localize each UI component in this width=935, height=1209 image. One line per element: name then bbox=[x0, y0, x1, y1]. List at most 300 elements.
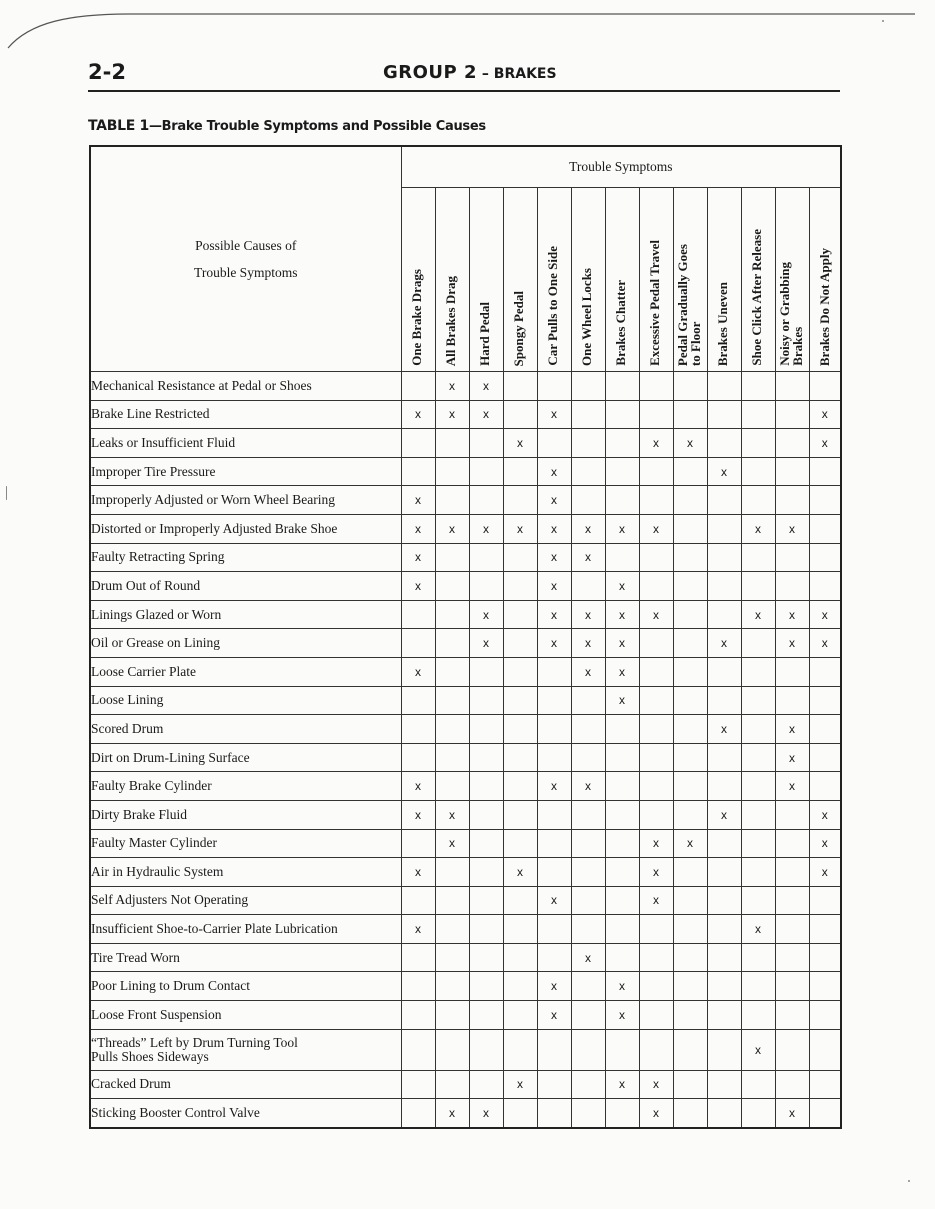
symptom-mark bbox=[503, 886, 537, 915]
symptom-mark bbox=[707, 400, 741, 429]
table-row bbox=[90, 372, 841, 401]
symptom-mark bbox=[673, 1029, 707, 1070]
symptom-mark bbox=[537, 686, 571, 715]
table-row bbox=[90, 543, 841, 572]
symptom-mark bbox=[605, 886, 639, 915]
symptom-mark: x bbox=[537, 1001, 571, 1030]
symptom-mark: x bbox=[809, 600, 841, 629]
symptom-mark bbox=[707, 1001, 741, 1030]
symptom-mark bbox=[673, 600, 707, 629]
symptom-mark bbox=[605, 486, 639, 515]
symptom-mark bbox=[503, 772, 537, 801]
symptom-mark bbox=[469, 886, 503, 915]
symptom-mark bbox=[469, 657, 503, 686]
symptom-mark: x bbox=[401, 915, 435, 944]
symptom-mark bbox=[741, 886, 775, 915]
symptom-mark bbox=[639, 372, 673, 401]
symptom-mark bbox=[571, 829, 605, 858]
symptom-header bbox=[809, 188, 841, 372]
symptom-mark bbox=[571, 858, 605, 887]
symptom-mark: x bbox=[605, 572, 639, 601]
symptom-mark bbox=[469, 772, 503, 801]
symptom-mark: x bbox=[401, 858, 435, 887]
symptom-mark bbox=[401, 429, 435, 458]
symptom-mark: x bbox=[571, 657, 605, 686]
symptom-mark bbox=[707, 829, 741, 858]
symptom-mark bbox=[401, 686, 435, 715]
table-row bbox=[90, 743, 841, 772]
symptom-mark bbox=[605, 772, 639, 801]
symptom-header bbox=[571, 188, 605, 372]
symptom-mark bbox=[809, 715, 841, 744]
symptom-mark bbox=[809, 543, 841, 572]
symptom-mark: x bbox=[707, 715, 741, 744]
symptom-mark bbox=[673, 657, 707, 686]
symptom-mark bbox=[741, 543, 775, 572]
symptom-mark bbox=[741, 1099, 775, 1128]
table-title-number: TABLE 1 bbox=[88, 118, 149, 134]
symptom-mark: x bbox=[605, 1001, 639, 1030]
symptom-mark: x bbox=[571, 514, 605, 543]
symptom-mark: x bbox=[401, 800, 435, 829]
symptom-mark bbox=[435, 772, 469, 801]
symptom-mark bbox=[673, 943, 707, 972]
symptom-mark: x bbox=[605, 686, 639, 715]
symptom-mark: x bbox=[469, 1099, 503, 1128]
symptom-mark: x bbox=[605, 972, 639, 1001]
symptom-mark bbox=[639, 400, 673, 429]
symptom-mark bbox=[639, 629, 673, 658]
symptom-mark bbox=[741, 372, 775, 401]
symptom-mark bbox=[809, 457, 841, 486]
symptom-mark bbox=[571, 1099, 605, 1128]
symptom-mark bbox=[639, 543, 673, 572]
symptom-mark bbox=[605, 372, 639, 401]
symptom-mark bbox=[707, 686, 741, 715]
symptom-mark: x bbox=[775, 772, 809, 801]
symptom-mark: x bbox=[435, 514, 469, 543]
symptom-mark: x bbox=[401, 657, 435, 686]
symptom-mark: x bbox=[435, 372, 469, 401]
symptom-mark: x bbox=[401, 543, 435, 572]
symptom-mark: x bbox=[639, 858, 673, 887]
symptom-mark bbox=[639, 686, 673, 715]
symptom-mark bbox=[775, 972, 809, 1001]
symptom-mark: x bbox=[469, 372, 503, 401]
symptom-mark bbox=[537, 943, 571, 972]
symptom-mark: x bbox=[537, 400, 571, 429]
table-row bbox=[90, 1070, 841, 1099]
symptom-mark: x bbox=[537, 486, 571, 515]
symptom-mark bbox=[401, 743, 435, 772]
symptom-mark bbox=[707, 943, 741, 972]
symptom-mark bbox=[571, 972, 605, 1001]
symptom-mark: x bbox=[707, 629, 741, 658]
symptom-mark bbox=[741, 686, 775, 715]
symptom-mark bbox=[571, 800, 605, 829]
symptom-mark bbox=[741, 572, 775, 601]
symptom-mark bbox=[571, 457, 605, 486]
symptom-mark bbox=[537, 1099, 571, 1128]
symptom-mark bbox=[741, 743, 775, 772]
symptom-label: Excessive Pedal Travel bbox=[646, 240, 662, 366]
symptom-mark: x bbox=[809, 800, 841, 829]
group-title bbox=[383, 62, 557, 83]
cause-cell: Faulty Brake Cylinder bbox=[90, 772, 401, 801]
symptom-mark bbox=[673, 543, 707, 572]
symptom-mark: x bbox=[469, 600, 503, 629]
symptom-mark bbox=[401, 943, 435, 972]
symptom-mark bbox=[673, 772, 707, 801]
symptom-mark bbox=[401, 886, 435, 915]
symptom-mark: x bbox=[435, 829, 469, 858]
symptom-mark bbox=[435, 543, 469, 572]
symptom-mark bbox=[741, 858, 775, 887]
symptom-mark: x bbox=[537, 629, 571, 658]
symptom-mark bbox=[809, 686, 841, 715]
symptom-mark bbox=[469, 715, 503, 744]
symptom-mark bbox=[809, 1099, 841, 1128]
symptom-mark bbox=[435, 429, 469, 458]
symptom-mark: x bbox=[469, 400, 503, 429]
symptom-mark bbox=[469, 743, 503, 772]
symptom-mark bbox=[673, 915, 707, 944]
cause-cell: Tire Tread Worn bbox=[90, 943, 401, 972]
table-row bbox=[90, 772, 841, 801]
symptom-mark bbox=[673, 800, 707, 829]
symptom-mark bbox=[707, 915, 741, 944]
table-row bbox=[90, 858, 841, 887]
symptom-header bbox=[673, 188, 707, 372]
symptom-mark bbox=[537, 429, 571, 458]
cause-cell: Brake Line Restricted bbox=[90, 400, 401, 429]
symptom-mark: x bbox=[605, 629, 639, 658]
symptom-header bbox=[401, 188, 435, 372]
symptom-mark bbox=[673, 972, 707, 1001]
symptom-mark: x bbox=[571, 543, 605, 572]
symptom-mark bbox=[639, 1029, 673, 1070]
symptom-mark bbox=[435, 657, 469, 686]
symptom-mark bbox=[775, 372, 809, 401]
symptom-mark bbox=[707, 1070, 741, 1099]
symptom-mark bbox=[741, 715, 775, 744]
symptom-mark bbox=[401, 829, 435, 858]
symptom-mark bbox=[503, 915, 537, 944]
symptom-mark bbox=[707, 743, 741, 772]
symptom-mark bbox=[673, 400, 707, 429]
symptom-label: Hard Pedal bbox=[476, 302, 492, 366]
symptom-mark: x bbox=[401, 400, 435, 429]
cause-cell: Mechanical Resistance at Pedal or Shoes bbox=[90, 372, 401, 401]
symptom-label: Brakes Chatter bbox=[612, 280, 628, 366]
cause-cell: Air in Hydraulic System bbox=[90, 858, 401, 887]
symptom-mark bbox=[707, 858, 741, 887]
symptom-mark bbox=[741, 943, 775, 972]
symptoms-table bbox=[89, 145, 842, 1129]
symptom-mark: x bbox=[673, 829, 707, 858]
symptoms-heading: Trouble Symptoms bbox=[401, 146, 841, 188]
page-number: 2-2 bbox=[88, 60, 126, 84]
symptom-mark: x bbox=[503, 514, 537, 543]
symptom-mark bbox=[775, 886, 809, 915]
table-row bbox=[90, 1001, 841, 1030]
table-row bbox=[90, 943, 841, 972]
cause-cell: Drum Out of Round bbox=[90, 572, 401, 601]
table-body bbox=[90, 372, 841, 1128]
table-row bbox=[90, 686, 841, 715]
cause-cell: Distorted or Improperly Adjusted Brake Shoe bbox=[90, 514, 401, 543]
symptom-mark bbox=[673, 457, 707, 486]
table-title-rest: —Brake Trouble Symptoms and Possible Causes bbox=[148, 119, 486, 134]
symptom-mark bbox=[741, 400, 775, 429]
symptom-mark bbox=[775, 572, 809, 601]
symptom-mark bbox=[809, 1070, 841, 1099]
symptom-mark: x bbox=[775, 514, 809, 543]
symptom-mark: x bbox=[503, 858, 537, 887]
symptom-mark bbox=[741, 457, 775, 486]
symptom-mark bbox=[775, 429, 809, 458]
symptom-mark bbox=[775, 486, 809, 515]
symptom-mark bbox=[673, 486, 707, 515]
symptom-mark bbox=[707, 543, 741, 572]
symptom-mark bbox=[809, 743, 841, 772]
symptom-mark: x bbox=[605, 657, 639, 686]
table-row bbox=[90, 429, 841, 458]
symptom-header bbox=[707, 188, 741, 372]
header-rule bbox=[88, 90, 840, 92]
symptom-mark bbox=[537, 657, 571, 686]
symptom-mark bbox=[741, 429, 775, 458]
symptom-mark: x bbox=[639, 429, 673, 458]
symptom-mark bbox=[775, 858, 809, 887]
causes-heading-line1: Possible Causes of bbox=[195, 238, 297, 253]
symptom-mark bbox=[503, 543, 537, 572]
symptom-mark bbox=[707, 886, 741, 915]
symptom-mark bbox=[707, 486, 741, 515]
symptom-mark bbox=[537, 1029, 571, 1070]
symptom-mark bbox=[639, 457, 673, 486]
symptom-mark bbox=[673, 572, 707, 601]
symptom-mark bbox=[707, 772, 741, 801]
symptom-mark: x bbox=[537, 772, 571, 801]
symptom-mark bbox=[741, 829, 775, 858]
symptom-mark: x bbox=[775, 1099, 809, 1128]
table-row bbox=[90, 629, 841, 658]
symptom-mark bbox=[537, 800, 571, 829]
symptom-mark bbox=[673, 514, 707, 543]
symptom-header bbox=[435, 188, 469, 372]
symptom-mark bbox=[639, 943, 673, 972]
symptom-mark bbox=[571, 1029, 605, 1070]
symptom-label: Noisy or Grabbing Brakes bbox=[776, 262, 805, 366]
symptom-mark bbox=[435, 1070, 469, 1099]
symptom-mark bbox=[503, 743, 537, 772]
symptom-mark bbox=[605, 543, 639, 572]
symptom-mark bbox=[707, 1029, 741, 1070]
cause-cell: Loose Carrier Plate bbox=[90, 657, 401, 686]
symptom-mark bbox=[707, 429, 741, 458]
table-row bbox=[90, 800, 841, 829]
symptom-mark bbox=[673, 629, 707, 658]
symptom-mark: x bbox=[741, 1029, 775, 1070]
symptom-mark bbox=[741, 772, 775, 801]
symptom-mark bbox=[537, 858, 571, 887]
symptom-mark bbox=[775, 657, 809, 686]
symptom-mark bbox=[639, 715, 673, 744]
symptom-mark bbox=[469, 486, 503, 515]
symptom-mark bbox=[401, 600, 435, 629]
symptom-mark bbox=[707, 657, 741, 686]
table-row bbox=[90, 600, 841, 629]
table-row bbox=[90, 1029, 841, 1070]
symptom-mark bbox=[707, 600, 741, 629]
symptom-mark bbox=[503, 1099, 537, 1128]
symptom-label: One Wheel Locks bbox=[578, 268, 594, 366]
symptom-label: Brakes Uneven bbox=[714, 281, 730, 366]
symptom-mark: x bbox=[775, 743, 809, 772]
symptom-mark bbox=[809, 1001, 841, 1030]
symptom-mark bbox=[503, 1029, 537, 1070]
symptom-mark bbox=[537, 915, 571, 944]
symptom-mark bbox=[809, 772, 841, 801]
symptom-label: Shoe Click After Release bbox=[748, 229, 764, 366]
causes-heading-line2: Trouble Symptoms bbox=[194, 265, 298, 280]
symptom-mark bbox=[503, 972, 537, 1001]
symptom-mark bbox=[537, 715, 571, 744]
symptom-mark: x bbox=[503, 1070, 537, 1099]
symptom-mark bbox=[673, 858, 707, 887]
symptom-mark bbox=[571, 886, 605, 915]
cause-cell: Faulty Master Cylinder bbox=[90, 829, 401, 858]
symptom-mark bbox=[503, 715, 537, 744]
symptom-mark: x bbox=[741, 514, 775, 543]
symptom-mark: x bbox=[401, 572, 435, 601]
cause-cell: Poor Lining to Drum Contact bbox=[90, 972, 401, 1001]
symptom-mark bbox=[537, 829, 571, 858]
symptom-mark bbox=[775, 943, 809, 972]
symptom-mark bbox=[503, 800, 537, 829]
symptom-mark bbox=[809, 886, 841, 915]
table-row bbox=[90, 514, 841, 543]
symptom-mark: x bbox=[741, 600, 775, 629]
symptom-mark bbox=[469, 686, 503, 715]
symptom-mark bbox=[775, 686, 809, 715]
scan-speck bbox=[908, 1180, 910, 1182]
symptom-mark bbox=[605, 943, 639, 972]
symptom-mark: x bbox=[401, 772, 435, 801]
cause-cell: Loose Front Suspension bbox=[90, 1001, 401, 1030]
symptom-mark: x bbox=[571, 600, 605, 629]
cause-cell: Dirty Brake Fluid bbox=[90, 800, 401, 829]
symptom-mark bbox=[571, 743, 605, 772]
symptom-mark: x bbox=[605, 514, 639, 543]
symptom-header bbox=[537, 188, 571, 372]
symptom-mark bbox=[435, 972, 469, 1001]
group-subtitle: – BRAKES bbox=[477, 66, 557, 82]
symptom-mark bbox=[673, 1099, 707, 1128]
causes-heading bbox=[90, 146, 401, 372]
symptom-mark bbox=[503, 686, 537, 715]
symptom-mark bbox=[503, 372, 537, 401]
symptom-mark bbox=[435, 629, 469, 658]
symptom-mark bbox=[469, 829, 503, 858]
symptom-mark: x bbox=[707, 457, 741, 486]
symptom-mark bbox=[571, 486, 605, 515]
symptom-mark: x bbox=[809, 858, 841, 887]
symptom-mark bbox=[503, 400, 537, 429]
symptom-mark bbox=[401, 629, 435, 658]
symptom-mark bbox=[809, 972, 841, 1001]
symptom-mark: x bbox=[469, 629, 503, 658]
symptom-mark bbox=[469, 572, 503, 601]
symptom-mark bbox=[503, 486, 537, 515]
symptom-mark bbox=[469, 943, 503, 972]
symptom-label: One Brake Drags bbox=[408, 269, 424, 366]
symptom-mark bbox=[435, 858, 469, 887]
cause-cell: Dirt on Drum-Lining Surface bbox=[90, 743, 401, 772]
table-row bbox=[90, 829, 841, 858]
symptom-mark bbox=[775, 1070, 809, 1099]
cause-cell: Improper Tire Pressure bbox=[90, 457, 401, 486]
symptom-mark bbox=[673, 686, 707, 715]
symptom-mark: x bbox=[537, 514, 571, 543]
symptom-mark: x bbox=[469, 514, 503, 543]
cause-cell: Faulty Retracting Spring bbox=[90, 543, 401, 572]
symptom-mark: x bbox=[571, 629, 605, 658]
table-row bbox=[90, 972, 841, 1001]
symptom-header bbox=[775, 188, 809, 372]
symptom-mark bbox=[605, 1029, 639, 1070]
symptom-mark bbox=[401, 972, 435, 1001]
cause-cell: Linings Glazed or Worn bbox=[90, 600, 401, 629]
table-row bbox=[90, 886, 841, 915]
symptom-mark bbox=[401, 457, 435, 486]
symptom-mark bbox=[503, 657, 537, 686]
symptom-mark: x bbox=[809, 429, 841, 458]
symptom-mark: x bbox=[435, 800, 469, 829]
symptom-mark bbox=[571, 372, 605, 401]
cause-cell: Insufficient Shoe-to-Carrier Plate Lubrication bbox=[90, 915, 401, 944]
symptom-mark bbox=[435, 943, 469, 972]
symptom-mark: x bbox=[639, 886, 673, 915]
symptom-mark: x bbox=[503, 429, 537, 458]
symptom-mark bbox=[741, 972, 775, 1001]
symptom-header bbox=[741, 188, 775, 372]
symptom-mark bbox=[571, 715, 605, 744]
symptom-mark bbox=[571, 429, 605, 458]
symptom-mark bbox=[435, 572, 469, 601]
table-title bbox=[88, 118, 486, 134]
table-row bbox=[90, 486, 841, 515]
symptom-mark bbox=[673, 1070, 707, 1099]
symptom-mark bbox=[605, 829, 639, 858]
symptom-mark bbox=[435, 600, 469, 629]
symptom-mark bbox=[639, 486, 673, 515]
symptom-mark: x bbox=[571, 772, 605, 801]
symptom-mark bbox=[605, 858, 639, 887]
symptom-mark bbox=[571, 915, 605, 944]
symptom-mark: x bbox=[605, 1070, 639, 1099]
symptom-mark: x bbox=[639, 600, 673, 629]
symptom-mark: x bbox=[435, 1099, 469, 1128]
symptom-mark bbox=[469, 1070, 503, 1099]
cause-cell: Leaks or Insufficient Fluid bbox=[90, 429, 401, 458]
symptom-mark bbox=[469, 1001, 503, 1030]
symptom-mark: x bbox=[401, 486, 435, 515]
symptom-mark: x bbox=[809, 829, 841, 858]
symptom-mark: x bbox=[435, 400, 469, 429]
symptom-mark bbox=[741, 629, 775, 658]
